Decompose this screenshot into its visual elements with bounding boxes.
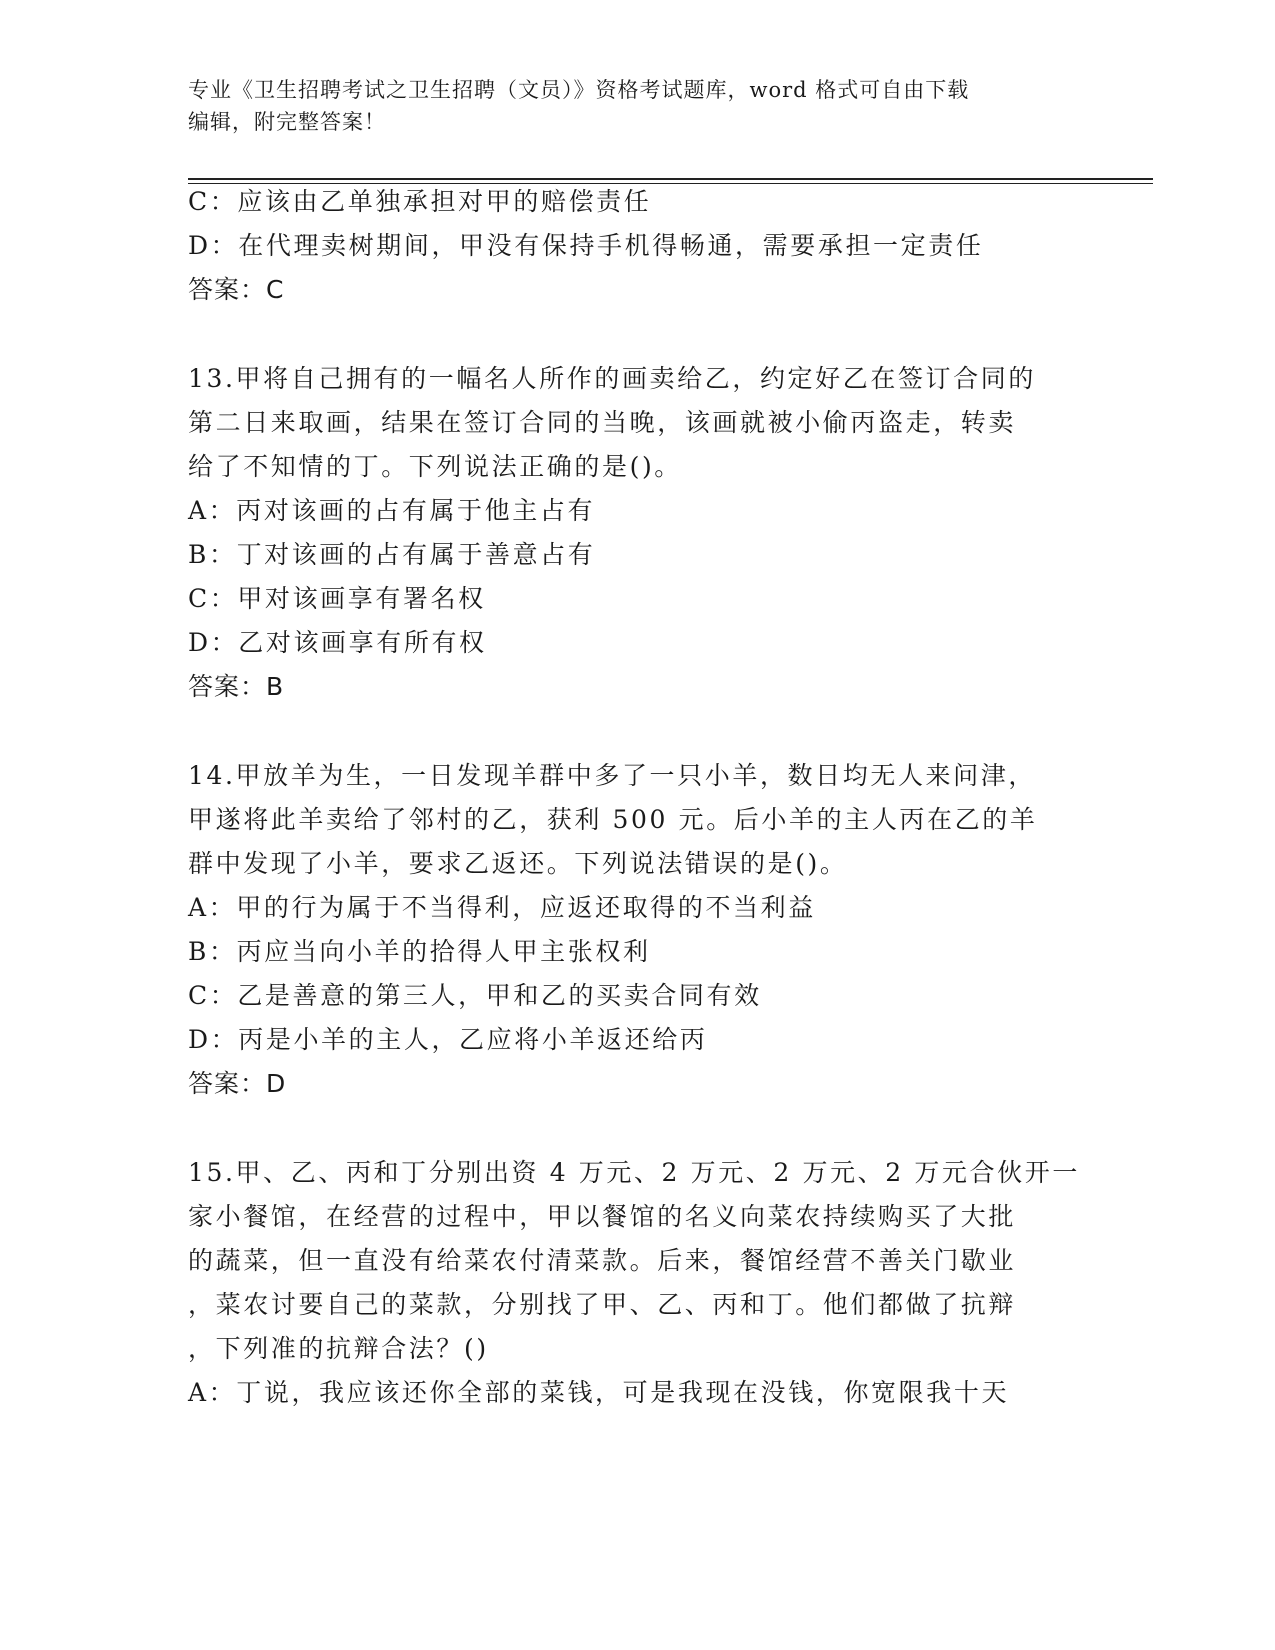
q15-option-a: A：丁说，我应该还你全部的菜钱，可是我现在没钱，你宽限我十天: [188, 1378, 1010, 1407]
q13-option-b: B：丁对该画的占有属于善意占有: [188, 540, 596, 569]
prev-answer: 答案：C: [188, 275, 285, 304]
q15-stem-line-2: 家小餐馆，在经营的过程中，甲以餐馆的名义向菜农持续购买了大批: [188, 1202, 1017, 1231]
header-divider-thick: [188, 178, 1153, 180]
q13-option-d: D：乙对该画享有所有权: [188, 628, 487, 657]
q14-option-b: B：丙应当向小羊的拾得人甲主张权利: [188, 937, 651, 966]
q15-stem-line-1: 15.甲、乙、丙和丁分别出资 4 万元、2 万元、2 万元、2 万元合伙开一: [188, 1158, 1080, 1187]
q13-stem-line-3: 给了不知情的丁。下列说法正确的是()。: [188, 452, 682, 481]
q13-option-a: A：丙对该画的占有属于他主占有: [188, 496, 596, 525]
q14-option-c: C：乙是善意的第三人，甲和乙的买卖合同有效: [188, 981, 762, 1010]
prev-option-c: C：应该由乙单独承担对甲的赔偿责任: [188, 187, 652, 216]
q15-stem-line-3: 的蔬菜，但一直没有给菜农付清菜款。后来，餐馆经营不善关门歇业: [188, 1246, 1017, 1275]
q15-stem-line-5: ，下列准的抗辩合法？(): [188, 1334, 489, 1363]
header-line-1: 专业《卫生招聘考试之卫生招聘（文员）》资格考试题库，word 格式可自由下载: [188, 78, 970, 102]
q15-stem-line-4: ，菜农讨要自己的菜款，分别找了甲、乙、丙和丁。他们都做了抗辩: [188, 1290, 1017, 1319]
q13-option-c: C：甲对该画享有署名权: [188, 584, 486, 613]
q13-stem-line-1: 13.甲将自己拥有的一幅名人所作的画卖给乙，约定好乙在签订合同的: [188, 364, 1036, 393]
header-divider-thin: [188, 183, 1153, 184]
q14-stem-line-1: 14.甲放羊为生，一日发现羊群中多了一只小羊，数日均无人来问津，: [188, 761, 1036, 790]
q14-option-d: D：丙是小羊的主人，乙应将小羊返还给丙: [188, 1025, 708, 1054]
q14-option-a: A：甲的行为属于不当得利，应返还取得的不当利益: [188, 893, 816, 922]
q14-stem-line-2: 甲遂将此羊卖给了邻村的乙，获利 500 元。后小羊的主人丙在乙的羊: [188, 805, 1038, 834]
document-header: [188, 74, 1088, 138]
header-line-2: 编辑，附完整答案！: [188, 110, 386, 134]
q13-stem-line-2: 第二日来取画，结果在签订合同的当晚，该画就被小偷丙盗走，转卖: [188, 408, 1017, 437]
q14-stem-line-3: 群中发现了小羊，要求乙返还。下列说法错误的是()。: [188, 849, 848, 878]
prev-option-d: D：在代理卖树期间，甲没有保持手机得畅通，需要承担一定责任: [188, 231, 984, 260]
q14-answer: 答案：D: [188, 1069, 287, 1098]
q13-answer: 答案：B: [188, 672, 285, 701]
